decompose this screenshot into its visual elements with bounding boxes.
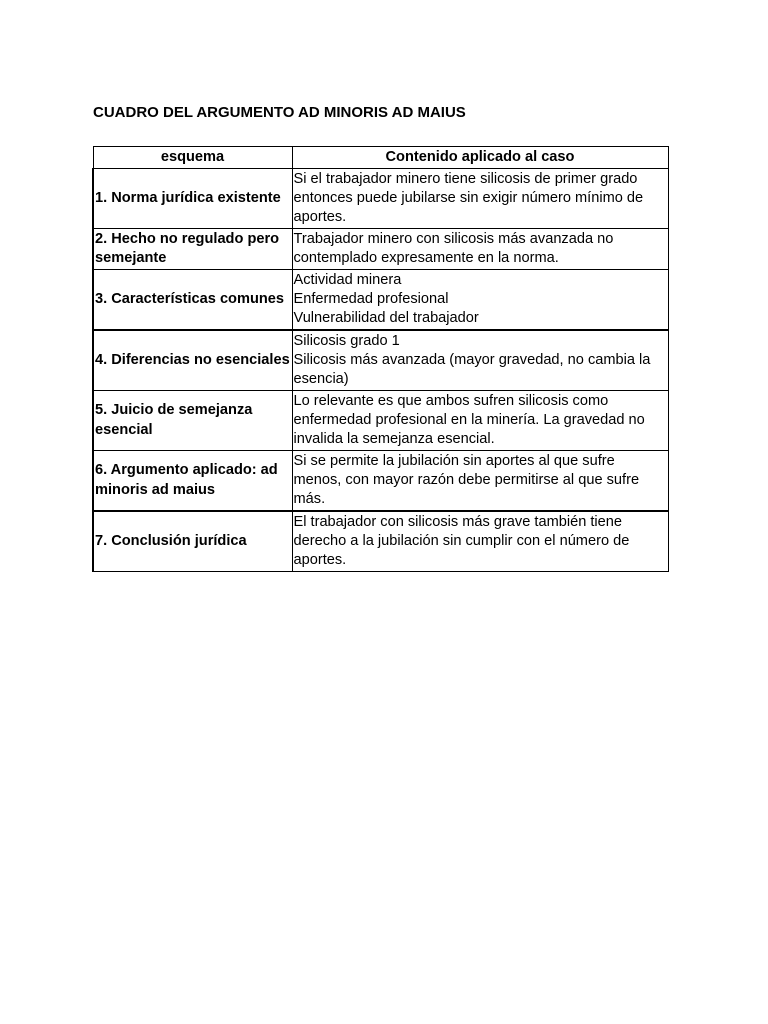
row-content: Lo relevante es que ambos sufren silicosis como enfermedad profesional en la minería. La gravedad no invalida la semejanza esencial.	[292, 391, 668, 451]
table-row	[93, 229, 668, 270]
row-label: 6. Argumento aplicado: ad minoris ad maius	[93, 451, 292, 512]
row-label: 7. Conclusión jurídica	[93, 511, 292, 572]
row-label: 4. Diferencias no esenciales	[93, 330, 292, 391]
row-content: El trabajador con silicosis más grave también tiene derecho a la jubilación sin cumplir con el número de aportes.	[292, 511, 668, 572]
row-label: 1. Norma jurídica existente	[93, 169, 292, 229]
header-contenido: Contenido aplicado al caso	[292, 147, 668, 169]
table-row	[93, 451, 668, 512]
row-content: Actividad minera Enfermedad profesional Vulnerabilidad del trabajador	[292, 270, 668, 331]
table-row	[93, 270, 668, 331]
table-row	[93, 169, 668, 229]
table-row	[93, 511, 668, 572]
row-content: Silicosis grado 1 Silicosis más avanzada (mayor gravedad, no cambia la esencia)	[292, 330, 668, 391]
table-header-row	[93, 147, 668, 169]
row-content: Si el trabajador minero tiene silicosis de primer grado entonces puede jubilarse sin exigir número mínimo de aportes.	[292, 169, 668, 229]
argument-table	[92, 146, 669, 572]
header-esquema: esquema	[93, 147, 292, 169]
document-title: CUADRO DEL ARGUMENTO AD MINORIS AD MAIUS	[93, 104, 466, 121]
row-label: 5. Juicio de semejanza esencial	[93, 391, 292, 451]
row-content: Si se permite la jubilación sin aportes al que sufre menos, con mayor razón debe permitirse al que sufre más.	[292, 451, 668, 512]
row-content: Trabajador minero con silicosis más avanzada no contemplado expresamente en la norma.	[292, 229, 668, 270]
table-row	[93, 330, 668, 391]
table-row	[93, 391, 668, 451]
row-label: 2. Hecho no regulado pero semejante	[93, 229, 292, 270]
row-label: 3. Características comunes	[93, 270, 292, 331]
